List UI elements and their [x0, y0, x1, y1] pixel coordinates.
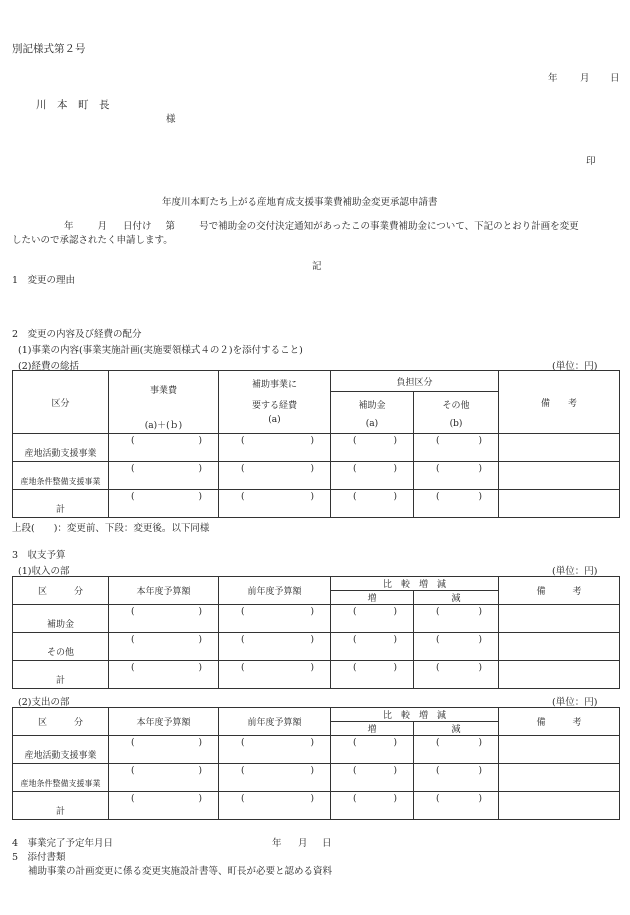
row-label: 産地活動支援事業 — [13, 434, 109, 462]
section-5-text: 補助事業の計画変更に係る変更実施設計書等、町長が必要と認める資料 — [28, 866, 333, 877]
unit-label-3: (単位：円) — [552, 697, 598, 708]
row-label: 産地活動支援事業 — [13, 736, 109, 764]
col-kubun: 区 分 — [13, 708, 109, 736]
col-zo: 増 — [331, 722, 414, 736]
section-3-title: 3 収支予算 — [12, 550, 66, 561]
section-1-title: 1 変更の理由 — [12, 275, 76, 286]
jigyohi-label: 事業費 — [149, 386, 177, 396]
form-number: 別記様式第２号 — [12, 43, 86, 55]
a2-label: (a) — [365, 419, 379, 429]
hojo-line1: 補助事業に — [251, 380, 297, 390]
row-label: 計 — [13, 490, 109, 518]
date-year: 年 — [548, 73, 558, 84]
row-label: 計 — [13, 792, 109, 820]
col-sonota — [414, 392, 499, 434]
col-gen: 減 — [414, 722, 499, 736]
table-row: 産地条件整備支援事業 ( ) ( ) ( ) ( ) — [13, 764, 620, 792]
col-hikaku: 比 較 増 減 — [331, 708, 499, 722]
body-year: 年 — [64, 221, 74, 232]
unit-label-2: (単位：円) — [552, 566, 598, 577]
col-zennen: 前年度予算額 — [219, 708, 331, 736]
row-label: 産地条件整備支援事業 — [13, 764, 109, 792]
row-label: 計 — [13, 661, 109, 689]
body-line-1 — [64, 218, 579, 232]
date-month: 月 — [580, 73, 590, 84]
section-4-day: 日 — [322, 838, 332, 849]
note-text: 上段( )：変更前、下段：変更後。以下同様 — [12, 523, 210, 534]
section-4-title: 4 事業完了予定年月日 — [12, 838, 114, 849]
row-label: 補助金 — [13, 605, 109, 633]
col-hikaku: 比 較 増 減 — [331, 577, 499, 591]
b-label: (b) — [449, 419, 463, 429]
expense-summary-table — [12, 370, 620, 518]
hojo-line2: 要する経費 — [251, 401, 297, 411]
body-month: 月 — [97, 221, 108, 232]
expenditure-table — [12, 707, 620, 820]
row-label: その他 — [13, 633, 109, 661]
section-2-sub2: (2)経費の総括 — [18, 361, 79, 372]
col-honen: 本年度予算額 — [109, 708, 219, 736]
date-day: 日 — [610, 73, 620, 84]
section-3-sub2: (2)支出の部 — [18, 697, 70, 708]
table-row: 産地条件整備支援事業 ( ) ( ) ( ) ( ) — [13, 462, 620, 490]
table-row: 計 ( ) ( ) ( ) ( ) — [13, 490, 620, 518]
row-label: 産地条件整備支援事業 — [13, 462, 109, 490]
col-futan: 負担区分 — [331, 371, 499, 392]
document-title: 年度川本町たち上がる産地育成支援事業費補助金変更承認申請書 — [162, 197, 438, 208]
col-jigyohi — [109, 371, 219, 434]
col-honen: 本年度予算額 — [109, 577, 219, 605]
a-label: (a) — [268, 415, 281, 425]
col-hojokin — [331, 392, 414, 434]
col-zo: 増 — [331, 591, 414, 605]
ab-label: (a)＋(ｂ) — [144, 421, 183, 431]
col-hojo-keihi — [219, 371, 331, 434]
col-biko: 備 考 — [499, 371, 620, 434]
col-zennen: 前年度予算額 — [219, 577, 331, 605]
sama: 様 — [166, 114, 176, 125]
unit-label-1: (単位：円) — [552, 361, 598, 372]
table-row: 産地活動支援事業 ( ) ( ) ( ) ( ) — [13, 434, 620, 462]
addressee: 川 本 町 長 — [36, 99, 110, 111]
table-row: 産地活動支援事業 ( ) ( ) ( ) ( ) — [13, 736, 620, 764]
section-4-month: 月 — [298, 838, 308, 849]
body-rest: 号で補助金の交付決定通知があったこの事業費補助金について、下記のとおり計画を変更 — [199, 221, 579, 232]
seal-mark: 印 — [586, 156, 596, 167]
col-kubun: 区分 — [13, 371, 109, 434]
col-biko: 備 考 — [499, 577, 620, 605]
section-4-year: 年 — [272, 838, 282, 849]
body-day: 日付け — [123, 221, 152, 232]
section-2-title: 2 変更の内容及び経費の配分 — [12, 329, 142, 340]
ki-mark: 記 — [312, 261, 322, 272]
section-5-title: 5 添付書類 — [12, 852, 66, 863]
col-kubun: 区 分 — [13, 577, 109, 605]
section-2-sub1: (1)事業の内容(事業実施計画(実施要領様式４の２)を添付すること) — [18, 345, 303, 356]
hojokin-label: 補助金 — [358, 401, 386, 411]
col-gen: 減 — [414, 591, 499, 605]
section-3-sub1: (1)収入の部 — [18, 566, 70, 577]
income-table — [12, 576, 620, 689]
table-row: その他 ( ) ( ) ( ) ( ) — [13, 633, 620, 661]
table-row: 計 ( ) ( ) ( ) ( ) — [13, 661, 620, 689]
sonota-label: その他 — [442, 401, 470, 411]
table-row: 補助金 ( ) ( ) ( ) ( ) — [13, 605, 620, 633]
body-line-2: したいので承認されたく申請します。 — [12, 235, 173, 246]
body-dai: 第 — [165, 221, 176, 232]
col-biko: 備 考 — [499, 708, 620, 736]
table-row: 計 ( ) ( ) ( ) ( ) — [13, 792, 620, 820]
